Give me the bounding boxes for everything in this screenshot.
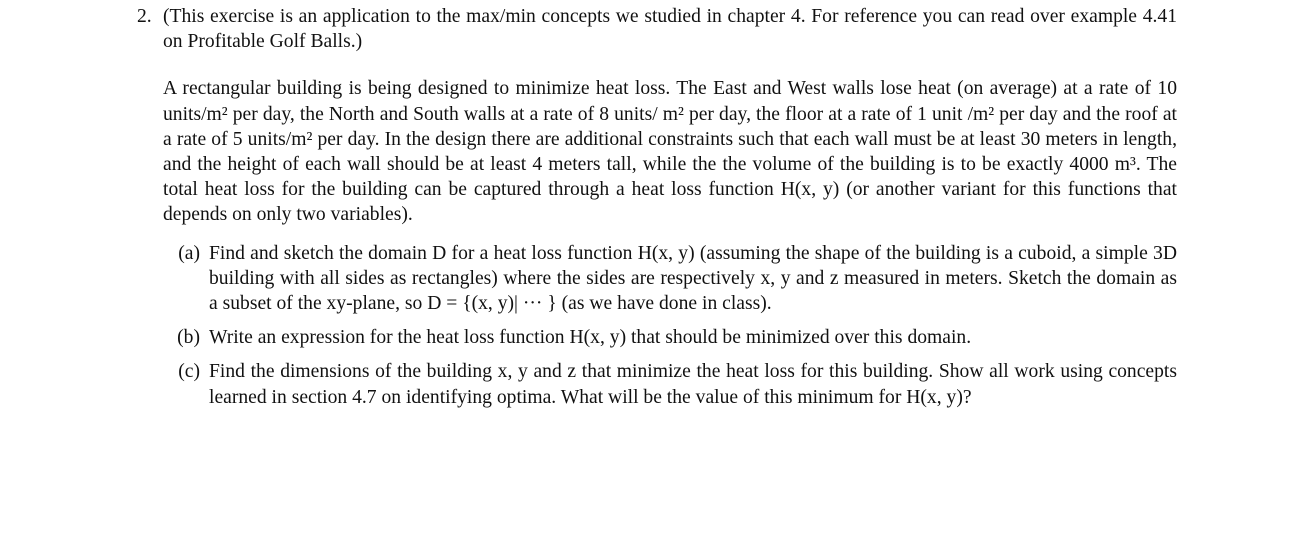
subquestion-label: (a): [178, 242, 200, 264]
subquestion-list: [163, 241, 1177, 410]
subquestion-text: Write an expression for the heat loss function H(x, y) that should be minimized over this domain.: [209, 327, 972, 349]
exercise-2: [137, 4, 1177, 419]
subquestion-b: [163, 325, 1177, 350]
subquestion-c: [163, 359, 1177, 409]
subquestion-a: [163, 241, 1177, 317]
subquestion-label: (b): [177, 327, 200, 349]
exercise-statement: A rectangular building is being designed to minimize heat loss. The East and West walls lose heat (on average) at a rate of 10 units/m² per day, the North and South walls at a rate of 8 units/ m² per day, the floor at a rate of 1 unit /m² per day and the roof at a rate of 5 units/m² per day. In the design there are additional constraints such that each wall must be at least 30 meters in length, and the height of each wall should be at least 4 meters tall, while the the volume of the building is to be exactly 4000 m³. The total heat loss for the building can be captured through a heat loss function H(x, y) (or another variant for this functions that depends on only two variables).: [163, 78, 1177, 226]
subquestion-text: Find and sketch the domain D for a heat loss function H(x, y) (assuming the shape of the building is a cuboid, a simple 3D building with all sides as rectangles) where the sides are respectively x, y and z measured in meters. Sketch the domain as a subset of the xy-plane, so D = {(x, y)| ··· } (as we have done in class).: [209, 242, 1177, 315]
subquestion-text: Find the dimensions of the building x, y and z that minimize the heat loss for this building. Show all work using concepts learned in section 4.7 on identifying optima. What will be the value of this minimum for H(x, y)?: [209, 361, 1177, 408]
exercise-body: [163, 4, 1177, 419]
exercise-intro: (This exercise is an application to the max/min concepts we studied in chapter 4. For reference you can read over example 4.41 on Profitable Golf Balls.): [163, 6, 1177, 53]
exercise-row: [137, 4, 1177, 419]
subquestion-label: (c): [178, 361, 200, 383]
exercise-number: 2.: [137, 6, 152, 27]
